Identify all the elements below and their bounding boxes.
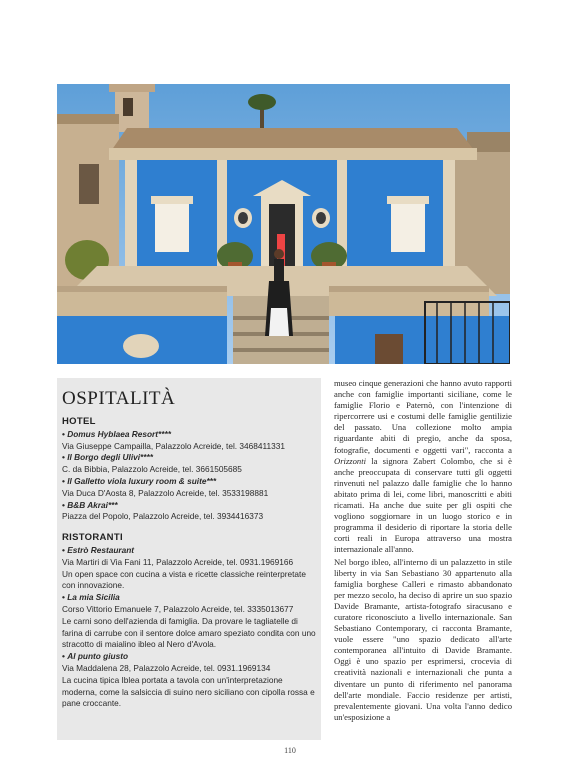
article-paragraph: Nel borgo ibleo, all'interno di un palazzetto in stile liberty in via San Sebastiano 30 appartenuto alla famiglia borghese Calleri e rimasto abbandonato per mezzo secolo, ha deciso di aprire un suo spazio Davide Bramante, artista-fotografo siracusano e curatore riconosciuto a livello internazionale. San Sebastiano Contemporary, ci racconta Bramante, vuole essere "uno spazio dedicato all'arte contemporanea all'intuito di Davide Bramante. Oggi è uno spazio per esprimersi, crocevia di creatività nazionali e internazionali che punta a diventare un punto di riferimento nel panorama dell'arte mondiale. Faccio residenze per artisti, prevalentemente giovani. Una volta l'anno dedico un'esposizione a [334, 556, 512, 722]
restaurant-address: Corso Vittorio Emanuele 7, Palazzolo Acreide, tel. 3335013677 [62, 603, 294, 614]
restaurant-address: Via Martiri di Via Fani 11, Palazzolo Acreide, tel. 0931.1969166 [62, 556, 294, 567]
article-text: la signora Zabert Colombo, che si è anche preoccupata di conservare tutti gli oggetti rinvenuti nel palazzo dalle famiglie che lo hanno abitato prima di lei, come libri, manoscritti e abiti ricamati. Ha anche due suite per gli ospiti che vogliono soggiornare in un luogo storico e in programma il desiderio di riportare la storia delle corti reali in Europa attraverso una mostra internazionale all'anno. [334, 455, 512, 555]
restaurant-name: • Al punto giusto [62, 651, 318, 663]
hospitality-title: OSPITALITÀ [62, 388, 176, 409]
article-paragraph [334, 378, 512, 556]
hotel-name: • Il Borgo degli Ulivi**** [62, 452, 318, 464]
hotel-name: • Il Galletto viola luxury room & suite*** [62, 476, 318, 488]
hotel-name: • Domus Hyblaea Resort**** [62, 429, 318, 441]
restaurant-description: Le carni sono dell'azienda di famiglia. Da provare le tagliatelle di farina di carrube con il sentore dolce amaro speziato condita con uno stracotto di maialino ibleo al Nero d'Avola. [62, 615, 316, 650]
hotel-heading: HOTEL [62, 416, 96, 427]
hotel-name: • B&B Akrai*** [62, 500, 318, 512]
article-column [334, 378, 512, 724]
restaurant-description: La cucina tipica Iblea portata a tavola con un'interpretazione moderna, come la salsiccia di suino nero siciliano con cipolla rossa e pane croccante. [62, 674, 315, 709]
restaurant-entry [62, 651, 318, 710]
restaurant-name: • Estrò Restaurant [62, 545, 318, 557]
restaurants-heading: RISTORANTI [62, 532, 123, 544]
restaurant-description: Un open space con cucina a vista e ricette classiche reinterpretate con innovazione. [62, 568, 306, 591]
hotel-address: Via Duca D'Aosta 8, Palazzolo Acreide, tel. 3533198881 [62, 487, 269, 498]
hotel-address: Piazza del Popolo, Palazzolo Acreide, tel. 3934416373 [62, 511, 264, 522]
restaurant-entry [62, 545, 318, 592]
article-text: museo cinque generazioni che hanno avuto rapporti anche con famiglie importanti siciliane, come le famiglie Florio e Paternò, con l'intenzione di ripercorrere usi e costumi delle famiglie gentilizie del passato. Una collezione molto ampia riguardante abiti di pregio, anche da sposa, fotografie, documenti e oggetti vari", racconta a [334, 378, 512, 455]
magazine-name: Orizzonti [334, 455, 366, 466]
hotel-entry [62, 429, 318, 453]
hotel-address: Via Giuseppe Campailla, Palazzolo Acreide, tel. 3468411331 [62, 440, 285, 451]
hotel-entry [62, 476, 318, 500]
hotel-entry [62, 500, 318, 524]
hotel-address: C. da Bibbia, Palazzolo Acreide, tel. 3661505685 [62, 464, 242, 475]
palazzo-photo [57, 84, 510, 364]
hospitality-list [62, 414, 318, 710]
hotel-entry [62, 452, 318, 476]
palazzo-illustration [57, 84, 510, 364]
hospitality-box [57, 378, 321, 740]
page-number: 110 [284, 746, 296, 755]
restaurant-entry [62, 592, 318, 651]
restaurant-address: Via Maddalena 28, Palazzolo Acreide, tel. 0931.1969134 [62, 662, 271, 673]
restaurant-name: • La mia Sicilia [62, 592, 318, 604]
